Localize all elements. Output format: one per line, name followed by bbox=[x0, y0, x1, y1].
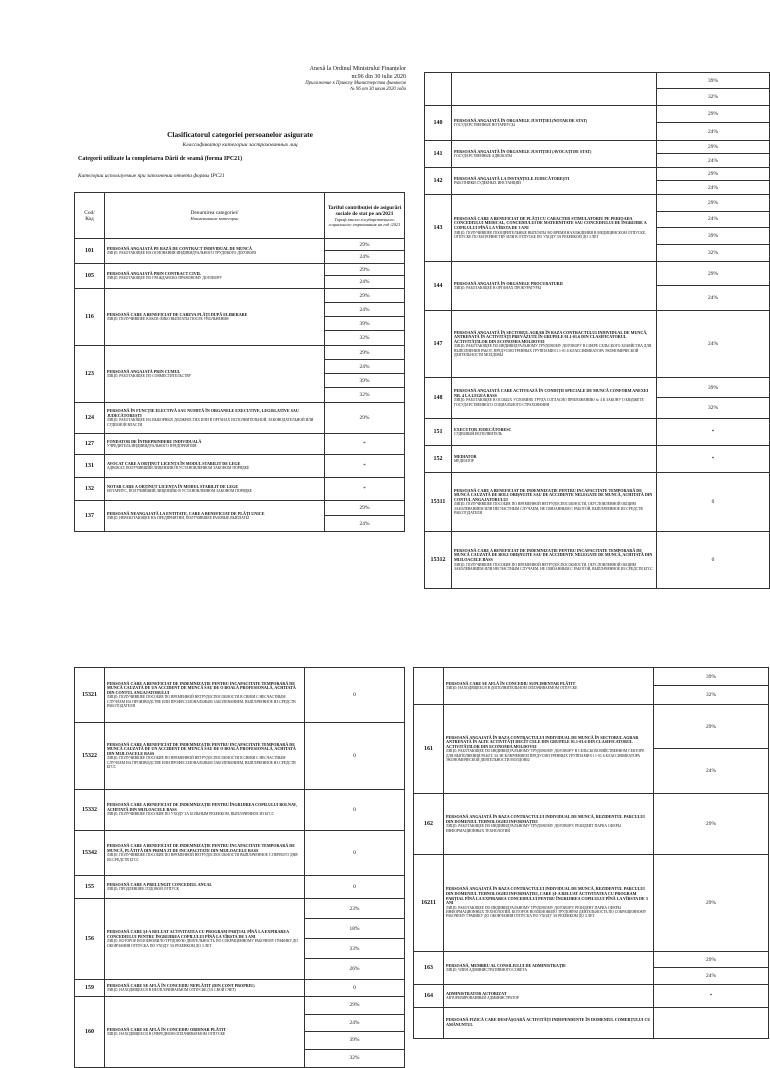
category-name-ru: ЛИЦО, НЕРАБОТАЮЩЕЕ НА ПРЕДПРИЯТИИ, ПОЛУЧИВШЕЕ РАЗОВЫЕ ВЫПЛАТЫ bbox=[107, 516, 249, 521]
rate-cell bbox=[305, 876, 405, 899]
rate-value: 29% bbox=[706, 900, 716, 906]
category-name-ro: PERSOANĂ ÎN FUNCȚIE ELECTIVĂ SAU NUMITĂ ÎN ORGANELE EXECUTIVE, LEGISLATIVE SAU JUDECĂTOREȘTI bbox=[107, 408, 299, 418]
rate-value: 23% bbox=[305, 899, 404, 919]
category-name-ru: ЛИЦО, РАБОТАЮЩЕЕ НА ОСНОВАНИИ ИНДИВИДУАЛЬНОГО ТРУДОВОГО ДОГОВОРА bbox=[107, 251, 257, 256]
category-code: 124 bbox=[75, 403, 105, 434]
category-description bbox=[452, 262, 657, 311]
category-description bbox=[452, 378, 657, 419]
rate-cell bbox=[325, 289, 405, 346]
category-name-ro: NOTAR CARE A OBȚINUT LICENȚA ÎN MODUL STABILIT DE LEGE bbox=[107, 483, 239, 489]
rate-cell bbox=[657, 262, 770, 311]
rate-value: 24% bbox=[708, 341, 718, 347]
rate-value: 29% bbox=[325, 289, 404, 303]
category-name-ro: ADMINISTRATOR AUTORIZAT bbox=[446, 990, 507, 996]
category-description bbox=[105, 264, 325, 289]
rate-cell bbox=[325, 403, 405, 434]
category-name-ro: PERSOANĂ ANGAJATĂ PRIN CONTRACT CIVIL bbox=[107, 270, 202, 276]
table-row bbox=[75, 346, 405, 403]
rate-value: 24% bbox=[706, 973, 716, 979]
rate-value: 0 bbox=[353, 692, 356, 698]
category-code: 161 bbox=[414, 705, 444, 794]
categories-heading: Categorii utilizate la completarea Dării de seamă (forma IPC21) bbox=[78, 156, 243, 162]
category-name-ru: ЛИЦО, ПОЛУЧИВШЕЕ ПООЩРИТЕЛЬНЫЕ ВЫПЛАТЫ ВО ВРЕМЯ НАХОЖДЕНИЯ В МЕДИЦИНСКОМ ОТПУСКЕ, ОТПУСКЕ ПО МАТЕРИНСТВУ ИЛИ В ОТПУСКЕ ПО УХОДУ ЗА РЕБЕНКОМ ДО 3 ЛЕТ bbox=[454, 230, 646, 239]
rate-cell bbox=[325, 478, 405, 501]
rate-value: 24% bbox=[359, 520, 370, 527]
category-code: 148 bbox=[425, 378, 452, 419]
table-row bbox=[425, 168, 770, 195]
category-name-ro: PERSOANĂ ANGAJATĂ ÎN SECTORUL AGRAR ÎN BAZA CONTRACTULUI INDIVIDUAL DE MUNCĂ, ANTRENATĂ ÎN ACTIVITĂȚI PREVĂZUTE ÎN GRUPELE 01.1-01.6 DIN CLASIFICATORUL ACTIVITĂȚILOR DIN ECONOMIA MOLDOVEI bbox=[454, 329, 648, 344]
rate-value: * bbox=[363, 463, 366, 469]
table-row bbox=[75, 668, 405, 723]
rate-value: 39% bbox=[654, 668, 768, 686]
rate-value: 32% bbox=[349, 1055, 360, 1062]
category-name-ro: AVOCAT CARE A OBȚINUT LICENȚA ÎN MODUL STABILIT DE LEGE bbox=[107, 460, 241, 466]
rate-value: 24% bbox=[325, 360, 404, 374]
table-row bbox=[425, 106, 770, 141]
category-code: 140 bbox=[425, 106, 452, 141]
rate-cell bbox=[305, 980, 405, 997]
category-description bbox=[105, 723, 305, 790]
rate-cell bbox=[325, 434, 405, 455]
category-name-ro: PERSOANĂ CARE SE AFLĂ ÎN CONCEDIU NEPLĂTIT (DIN CONT PROPRIU) bbox=[107, 982, 255, 988]
category-name-ro: PERSOANĂ CARE ȘI-A RELUAT ACTIVITATEA CU PROGRAM PARȚIAL PÎNĂ LA EXPIRAREA CONCEDIULUI PENTRU ÎNGRIJIREA COPILULUI PÎNĂ LA VÎRSTA DE 3 ANI bbox=[107, 929, 289, 939]
rate-cell bbox=[325, 455, 405, 478]
category-name-ro: PERSOANĂ NEANGAJATĂ LA ENTITATE, CARE A BENEFICIAT DE PLĂȚI UNICE bbox=[107, 510, 265, 516]
rate-value: 24% bbox=[708, 295, 718, 301]
rate-cell bbox=[325, 264, 405, 289]
table-row bbox=[425, 262, 770, 311]
rate-value: 32% bbox=[706, 692, 716, 698]
table-row bbox=[75, 434, 405, 455]
rate-value: 39% bbox=[325, 374, 404, 388]
category-name-ru: ЛИЦО, КОТОРОЕ ВОЗОБНОВИЛО ТРУДОВУЮ ДЕЯТЕЛЬНОСТЬ ПО СОКРАЩЕННОМУ РАБОЧЕМУ ГРАФИКУ ДО ОКОНЧАНИЯ ОТПУСКА ПО УХОДУ ЗА РЕБЕНКОМ ДО 3 ЛЕТ bbox=[107, 939, 298, 948]
rate-value: 29% bbox=[359, 415, 370, 421]
annex-line: nr.96 din 30 iulie 2020 bbox=[351, 73, 406, 80]
rate-cell bbox=[657, 106, 770, 141]
category-name-ro: MEDIATOR bbox=[454, 453, 477, 459]
table-row bbox=[425, 141, 770, 168]
category-name-ru: ЛИЦО, РАБОТАЮЩЕЕ ПО ИНДИВИДУАЛЬНОМУ ТРУДОВОМУ ДОГОВОРУ В СФЕРЕ СЕЛЬСКОГО ХОЗЯЙСТВА ДЛЯ ВЫПОЛНЕНИЯ РАБОТ, ПРЕДУСМОТРЕННЫХ ГРУППАМИ 01.1-01.6 КЛАССИФИКАТОРА ЭКОНОМИЧЕСКОЙ ДЕЯТЕЛЬНОСТИ МОЛДОВЫ bbox=[454, 344, 652, 358]
category-name-ro: PERSOANĂ CARE A BENEFICIAT DE PLĂȚI CU CARACTER STIMULATORIU PE PERIOADA CONCEDIULUI MEDICAL, CONCEDIULUI DE MATERNITATE SAU CONCEDIULUI DE ÎNGRIJIRE A COPILULUI PÎNĂ LA VÎRSTA DE 3 ANI bbox=[454, 215, 647, 230]
rate-cell bbox=[325, 239, 405, 264]
rate-cell bbox=[654, 952, 769, 985]
category-name-ru: ЛИЦО, РАБОТАЮЩЕЕ ПО ГРАЖДАНСКО-ПРАВОВОМУ ДОГОВОРУ bbox=[107, 276, 222, 281]
rate-value: 39% bbox=[657, 228, 769, 245]
rate-value: * bbox=[711, 456, 715, 462]
category-name-ro: PERSOANĂ CARE A PRELUNGIT CONCEDIUL ANUAL bbox=[107, 881, 213, 887]
rate-cell bbox=[657, 473, 770, 532]
category-name-ro: PERSOANĂ ANGAJATĂ ÎN BAZA CONTRACTULUI INDIVIDUAL DE MUNCĂ ÎN SECTORUL AGRAR ANTRENATĂ ÎN ALTE ACTIVITĂȚI DECÎT CELE DIN GRUPELE 01.1-01.6 DIN CLASIFICATORUL ACTIVITĂȚILOR DIN ECONOMIA MOLDOVEI bbox=[446, 734, 639, 749]
category-code: 15321 bbox=[75, 668, 105, 723]
column-header-name: Denumirea categoriei/ Наименование категории bbox=[105, 193, 325, 239]
rate-cell bbox=[657, 378, 770, 419]
rate-cell bbox=[305, 790, 405, 831]
table-row bbox=[75, 264, 405, 289]
rate-value: 32% bbox=[359, 335, 370, 341]
category-code: 15332 bbox=[75, 790, 105, 831]
rate-value: 32% bbox=[359, 392, 370, 398]
rate-value: 0 bbox=[711, 557, 715, 563]
rate-value: 0 bbox=[711, 499, 715, 505]
category-name-ro: PERSOANĂ FIZICĂ CARE DESFĂȘOARĂ ACTIVITĂȚI INDEPENDENTE ÎN DOMENIUL COMERȚULUI CU AMĂNUNTUL bbox=[446, 1017, 651, 1027]
category-description bbox=[452, 419, 657, 446]
table-row bbox=[425, 73, 770, 106]
rate-value: 24% bbox=[708, 128, 718, 135]
table-row bbox=[414, 855, 769, 952]
table-row bbox=[414, 952, 769, 985]
rate-value: 26% bbox=[349, 966, 360, 972]
category-code: 144 bbox=[425, 262, 452, 311]
rate-value: 24% bbox=[325, 303, 404, 317]
category-description bbox=[444, 794, 654, 855]
category-code bbox=[425, 73, 452, 106]
column-header-rate: Tariful contribuției de asigurări sociale de stat pe an/2021 Тариф взноса государственного социального страхования на год /2021 bbox=[325, 193, 405, 239]
category-code: 160 bbox=[75, 997, 105, 1068]
category-description bbox=[444, 1008, 654, 1039]
rate-cell bbox=[305, 831, 405, 876]
category-name-ru: МЕДИАТОР bbox=[454, 459, 474, 464]
category-name-ru: НОТАРИУС, ПОЛУЧИВШИЙ ЛИЦЕНЗИЮ В УСТАНОВЛЕННОМ ЗАКОНОМ ПОРЯДКЕ bbox=[107, 489, 253, 494]
rate-cell bbox=[305, 899, 405, 980]
rate-value: 0 bbox=[353, 753, 356, 759]
rate-value: 29% bbox=[657, 195, 769, 212]
column-header-code: Cod/ Код bbox=[75, 193, 105, 239]
rate-cell bbox=[657, 195, 770, 262]
table-row bbox=[414, 705, 769, 794]
category-description bbox=[452, 532, 657, 589]
category-description bbox=[452, 73, 657, 106]
category-description bbox=[105, 668, 305, 723]
category-description bbox=[452, 473, 657, 532]
category-name-ru: ЛИЦО, ПОЛУЧИВШЕЕ ПОСОБИЕ ПО ВРЕМЕННОЙ НЕТРУДОСПОСОБНОСТИ, ОБУСЛОВЛЕННОЙ ОБЩИМ ЗАБОЛЕВАНИЕМ ИЛИ НЕСЧАСТНЫМ СЛУЧАЕМ, НЕ СВЯЗАННЫМ С РАБОТОЙ, ВЫПЛАЧЕННОЕ ИЗ СРЕДСТВ РАБОТОДАТЕЛЯ bbox=[454, 502, 643, 516]
category-description bbox=[105, 980, 305, 997]
category-name-ro: PERSOANĂ CARE A BENEFICIAT DE INDEMNIZAȚIE PENTRU INCAPACITATE TEMPORARĂ DE MUNCĂ CAUZATĂ DE BOLI OBIȘNUITE SAU DE ACCIDENTE NELEGATE DE MUNCĂ, ACHITATĂ DIN MIJLOACELE BASS bbox=[454, 547, 653, 562]
rate-value: 29% bbox=[657, 168, 769, 181]
category-name-ru: ЛИЦО, ПОЛУЧИВШЕЕ ПОСОБИЕ ПО УХОДУ ЗА БОЛЬНЫМ РЕБЕНКОМ, ВЫПЛАЧЕННОЕ ИЗ БГСС bbox=[107, 812, 275, 817]
category-code: 142 bbox=[425, 168, 452, 195]
rate-value: 29% bbox=[657, 106, 769, 123]
category-name-ru: УЧРЕДИТЕЛЬ ИНДИВИДУАЛЬНОГО ПРЕДПРИЯТИЯ bbox=[107, 444, 197, 449]
table-row bbox=[414, 668, 769, 705]
category-description bbox=[444, 668, 654, 705]
category-code: 15312 bbox=[425, 532, 452, 589]
category-name-ru: РАБОТНИКИ СУДЕБНЫХ ИНСТАНЦИЙ bbox=[454, 181, 521, 186]
rate-cell bbox=[305, 723, 405, 790]
rate-value: 29% bbox=[654, 952, 768, 968]
rate-value: 24% bbox=[359, 279, 370, 285]
category-code: 159 bbox=[75, 980, 105, 997]
rate-cell bbox=[654, 985, 769, 1008]
category-code: 132 bbox=[75, 478, 105, 501]
rate-value: 24% bbox=[708, 184, 718, 191]
rate-value: 18% bbox=[305, 919, 404, 939]
rate-value: 29% bbox=[325, 264, 404, 276]
rate-value: 0 bbox=[353, 884, 356, 890]
table-row bbox=[425, 473, 770, 532]
document-page-1 bbox=[60, 58, 420, 527]
rate-cell bbox=[325, 346, 405, 403]
category-name-ru: ЛИЦО, РАБОТАЮЩЕЕ В ОРГАНАХ ПРОКУРАТУРЫ bbox=[454, 286, 541, 291]
table-row bbox=[75, 980, 405, 997]
category-code bbox=[414, 668, 444, 705]
table-row bbox=[75, 899, 405, 980]
category-description bbox=[105, 501, 325, 532]
category-description bbox=[452, 195, 657, 262]
category-name-ru: ЛИЦО, ПОЛУЧИВШЕЕ ПОСОБИЕ ПО ВРЕМЕННОЙ НЕТРУДОСПОСОБНОСТИ, ОБУСЛОВЛЕННОЙ ОБЩИМ ЗАБОЛЕВАНИЕМ ИЛИ НЕСЧАСТНЫМ СЛУЧАЕМ, НЕ СВЯЗАННЫМ С РАБОТОЙ, ВЫПЛАЧЕННОЕ ИЗ СРЕДСТВ БГСС bbox=[454, 562, 653, 571]
rate-value: 29% bbox=[657, 141, 769, 154]
document-page-2 bbox=[424, 72, 769, 571]
category-code: 137 bbox=[75, 501, 105, 532]
category-name-ru: ЛИЦО, ПОЛУЧИВШЕЕ ПОСОБИЕ ПО ВРЕМЕННОЙ НЕТРУДОСПОСОБНОСТИ В СВЯЗИ С НЕСЧАСТНЫМ СЛУЧАЕМ НА ПРОИЗВОДСТВЕ ИЛИ ПРОФЕССИОНАЛЬНЫМ ЗАБОЛЕВАНИЕМ, ВЫПЛАЧЕННОЕ ИЗ СРЕДСТВ РАБОТОДАТЕЛЯ bbox=[107, 695, 296, 709]
category-name-ro: PERSOANĂ CARE A BENEFICIAT DE CAREVA PLĂȚI DUPĂ ELIBERARE bbox=[107, 311, 248, 317]
annex-line-ru: № 96 от 30 июля 2020 года bbox=[350, 87, 406, 92]
category-name-ru: ЛИЦО, ПОЛУЧИВШЕЕ ПОСОБИЕ ПО ВРЕМЕННОЙ НЕТРУДОСПОСОБНОСТИ В СВЯЗИ С НЕСЧАСТНЫМ СЛУЧАЕМ НА ПРОИЗВОДСТВЕ ИЛИ ПРОФЕССИОНАЛЬНЫМ ЗАБОЛЕВАНИЕМ, ВЫПЛАЧЕННОЕ ИЗ СРЕДСТВ БГСС bbox=[107, 756, 296, 770]
rate-value: 39% bbox=[657, 73, 769, 89]
category-code: 143 bbox=[425, 195, 452, 262]
category-description bbox=[444, 855, 654, 952]
rate-cell bbox=[654, 855, 769, 952]
category-name-ro: PERSOANĂ ANGAJATĂ ÎN ORGANELE JUSTIȚIEI (NOTAR DE STAT) bbox=[454, 117, 588, 123]
rate-cell bbox=[657, 73, 770, 106]
category-name-ro: PERSOANĂ CARE A BENEFICIAT DE INDEMNIZAȚIE PENTRU ÎNGRIJIREA COPILULUI BOLNAV, ACHITATĂ DIN MIJLOACELE BASS bbox=[107, 802, 297, 812]
table-row bbox=[75, 790, 405, 831]
category-name-ro: PERSOANĂ, MEMBRU AL CONSILIULUI DE ADMINISTRAȚIE bbox=[446, 962, 566, 968]
document-title: Clasificatorul categoriei persoanelor asigurate bbox=[167, 130, 313, 139]
rate-value: 32% bbox=[708, 94, 718, 100]
rate-cell bbox=[325, 501, 405, 532]
document-subtitle: Классификатор категории застрахованных лиц bbox=[182, 142, 298, 148]
category-table bbox=[74, 667, 405, 1068]
table-row bbox=[75, 501, 405, 532]
category-name-ro: PERSOANĂ ANGAJATĂ ÎN BAZA CONTRACTULUI INDIVIDUAL DE MUNCĂ, REZIDENTUL PARCULUI DIN DOMENIUL TEHNOLOGIEI INFORMAȚIEI, CARE ȘI-A RELUAT ACTIVITATEA CU PROGRAM PARȚIAL PÎNĂ LA EXPIRAREA CONCEDIULUI PENTRU ÎNGRIJIREA COPILULUI PÎNĂ LA VÎRSTA DE 3 ANI bbox=[446, 886, 648, 906]
rate-cell bbox=[657, 532, 770, 589]
document-page-4 bbox=[413, 667, 768, 1027]
category-code: 156 bbox=[75, 899, 105, 980]
rate-cell bbox=[657, 419, 770, 446]
table-row bbox=[425, 311, 770, 378]
rate-value: 24% bbox=[706, 768, 716, 774]
category-description bbox=[452, 168, 657, 195]
category-name-ro: PERSOANĂ CARE A BENEFICIAT DE INDEMNIZAȚIE PENTRU INCAPACITATE TEMPORARĂ DE MUNCĂ CAUZATĂ DE UN ACCIDENT DE MUNCĂ SAU DE O BOALĂ PROFESIONALĂ, ACHITATĂ DIN CONTUL ANGAJATORULUI bbox=[107, 680, 296, 695]
category-description bbox=[105, 831, 305, 876]
category-name-ru: АДВОКАТ, ПОЛУЧИВШИЙ ЛИЦЕНЗИЮ В УСТАНОВЛЕННОМ ЗАКОНОМ ПОРЯДКЕ bbox=[107, 466, 250, 471]
category-name-ru: СУДЕБНЫЙ ИСПОЛНИТЕЛЬ bbox=[454, 432, 503, 437]
category-description bbox=[105, 403, 325, 434]
category-description bbox=[105, 455, 325, 478]
table-row bbox=[75, 289, 405, 346]
category-name-ru: ЛИЦО, РАБОТАЮЩЕЕ ПО ИНДИВИДУАЛЬНОМУ ТРУДОВОМУ ДОГОВОРУ В СЕЛЬСКОХОЗЯЙСТВЕННОМ СЕКТОРЕ ДЛЯ ВЫПОЛНЕНИЯ РАБОТ, ЗА ИСКЛЮЧЕНИЕМ ПРЕДУСМОТРЕННЫХ ГРУППАМИ 01.1-01.6 КЛАССИФИКАТОРА ЭКОНОМИЧЕСКОЙ ДЕЯТЕЛЬНОСТИ МОЛДОВЫ bbox=[446, 749, 645, 763]
category-name-ru: ЛИЦО, РАБОТАЮЩЕЕ ПО ИНДИВИДУАЛЬНОМУ ТРУДОВОМУ ДОГОВОРУ, РЕЗИДЕНТ ПАРКА СФЕРЫ ИНФОРМАЦИОННЫХ ТЕХНОЛОГИЙ bbox=[446, 824, 621, 833]
category-name-ru: ЛИЦО, РАБОТАЮЩЕЕ В ОСОБЫХ УСЛОВИЯХ ТРУДА СОГЛАСНО ПРИЛОЖЕНИЮ № 4 К ЗАКОНУ О БЮДЖЕТЕ ГОСУДАРСТВЕННОГО СОЦИАЛЬНОГО СТРАХОВАНИЯ bbox=[454, 398, 644, 407]
category-code: 105 bbox=[75, 264, 105, 289]
table-row bbox=[425, 419, 770, 446]
rate-cell bbox=[305, 997, 405, 1068]
table-row bbox=[414, 794, 769, 855]
rate-value: 29% bbox=[325, 501, 404, 516]
table-row bbox=[75, 723, 405, 790]
table-row bbox=[75, 239, 405, 264]
category-name-ro: PERSOANĂ CARE SE AFLĂ ÎN CONCEDIU SUPLIMENTAR PLĂTIT bbox=[446, 680, 576, 686]
annex-line: Anexă la Ordinul Ministrului Finanțelor bbox=[309, 66, 406, 72]
rate-value bbox=[654, 1008, 768, 1038]
category-description bbox=[105, 289, 325, 346]
category-name-ru: ГОСУДАРСТВЕННЫЕ НОТАРИУСЫ bbox=[454, 123, 515, 128]
category-name-ru: ГОСУДАРСТВЕННЫЕ АДВОКАТЫ bbox=[454, 154, 513, 159]
category-code: 15322 bbox=[75, 723, 105, 790]
rate-value: 0 bbox=[353, 985, 356, 991]
category-code: 164 bbox=[414, 985, 444, 1008]
rate-value: 29% bbox=[657, 262, 769, 286]
rate-value: 29% bbox=[654, 705, 768, 749]
category-code: 101 bbox=[75, 239, 105, 264]
category-name-ro: PERSOANĂ ANGAJATĂ PRIN CUMUL bbox=[107, 368, 181, 374]
category-code: 127 bbox=[75, 434, 105, 455]
category-description bbox=[444, 705, 654, 794]
category-name-ro: PERSOANĂ ANGAJATĂ LA INSTANȚELE JUDECĂTOREȘTI bbox=[454, 175, 570, 181]
category-name-ro: PERSOANĂ ANGAJATĂ ÎN ORGANELE PROCURATURII bbox=[454, 280, 563, 286]
rate-cell bbox=[305, 668, 405, 723]
category-name-ro: PERSOANĂ CARE A BENEFICIAT DE INDEMNIZAȚIE PENTRU INCAPACITATE TEMPORARĂ DE MUNCĂ, PLĂTITĂ DIN PRIMA ZI DE INCAPACITATE DIN MIJLOACELE BASS bbox=[107, 843, 295, 853]
category-code: 152 bbox=[425, 446, 452, 473]
table-row bbox=[75, 997, 405, 1068]
category-name-ro: PERSOANĂ ANGAJATĂ ÎN BAZA CONTRACTULUI INDIVIDUAL DE MUNCĂ, REZIDENTUL PARCULUI DIN DOMENIUL TEHNOLOGIEI INFORMAȚIEI bbox=[446, 814, 645, 824]
table-row bbox=[414, 1008, 769, 1039]
category-name-ru: ЛИЦО, НАХОДЯЩЕЕСЯ В НЕОПЛАЧИВАЕМОМ ОТПУСКЕ (ЗА СВОЙ СЧЕТ) bbox=[107, 988, 236, 993]
table-row bbox=[425, 378, 770, 419]
rate-value: 24% bbox=[708, 157, 718, 164]
category-table bbox=[74, 192, 405, 532]
category-table bbox=[413, 667, 769, 1039]
rate-value: 29% bbox=[706, 821, 716, 827]
category-code: 123 bbox=[75, 346, 105, 403]
table-row bbox=[75, 876, 405, 899]
category-name-ro: FONDATOR DE ÎNTREPRINDERE INDIVIDUALĂ bbox=[107, 438, 202, 444]
rate-value: * bbox=[711, 429, 715, 435]
category-name-ru: ЛИЦО, ЧЛЕН АДМИНИСТРАТИВНОГО СОВЕТА bbox=[446, 968, 527, 973]
table-header-row bbox=[75, 193, 405, 239]
category-name-ro: PERSOANĂ CARE SE AFLĂ ÎN CONCEDIU ORDINAR PLĂTIT bbox=[107, 1026, 226, 1032]
category-name-ru: ЛИЦО, НАХОДЯЩЕЕСЯ В ОЧЕРЕДНОМ ОПЛАЧИВАЕМОМ ОТПУСКЕ bbox=[107, 1032, 226, 1037]
rate-value: 29% bbox=[325, 239, 404, 251]
rate-cell bbox=[657, 446, 770, 473]
table-row bbox=[75, 831, 405, 876]
category-code: 15311 bbox=[425, 473, 452, 532]
category-code: 116 bbox=[75, 289, 105, 346]
table-row bbox=[414, 985, 769, 1008]
rate-value: 0 bbox=[353, 850, 356, 856]
category-description bbox=[105, 434, 325, 455]
table-row bbox=[75, 478, 405, 501]
category-name-ru: ЛИЦО, РАБОТАЮЩЕЕ ПО СОВМЕСТИТЕЛЬСТВУ bbox=[107, 374, 192, 379]
rate-value: * bbox=[363, 486, 366, 492]
category-description bbox=[105, 790, 305, 831]
category-code: 155 bbox=[75, 876, 105, 899]
category-description bbox=[105, 346, 325, 403]
rate-cell bbox=[654, 1008, 769, 1039]
category-code: 15342 bbox=[75, 831, 105, 876]
category-code: 131 bbox=[75, 455, 105, 478]
category-name-ro: PERSOANĂ ANGAJATĂ ÎN ORGANELE JUSTIȚIEI (AVOCAȚI DE STAT) bbox=[454, 148, 592, 154]
rate-value: * bbox=[363, 441, 366, 447]
category-description bbox=[105, 997, 305, 1068]
rate-cell bbox=[657, 168, 770, 195]
rate-value: 32% bbox=[708, 249, 718, 256]
annex-line-ru: Приложение к Приказу Министерства финансов bbox=[305, 81, 406, 86]
category-description bbox=[444, 985, 654, 1008]
rate-value: 29% bbox=[305, 997, 404, 1015]
category-name-ru: ЛИЦО, ПОЛУЧИВШЕЕ ПОСОБИЕ ПО ВРЕМЕННОЙ НЕТРУДОСПОСОБНОСТИ ВЫПЛАЧЕННОЕ С ПЕРВОГО ДНЯ ИЗ СРЕДСТВ БГСС bbox=[107, 853, 298, 862]
rate-cell bbox=[654, 794, 769, 855]
category-description bbox=[105, 478, 325, 501]
category-description bbox=[105, 899, 305, 980]
category-name-ro: PERSOANĂ CARE A BENEFICIAT DE INDEMNIZAȚIE PENTRU INCAPACITATE TEMPORARĂ DE MUNCĂ CAUZATĂ DE UN ACCIDENT DE MUNCĂ SAU DE O BOALĂ PROFESIONALĂ, ACHITATĂ DIN MIJLOACELE BASS bbox=[107, 741, 296, 756]
category-table bbox=[424, 72, 770, 589]
category-code: 147 bbox=[425, 311, 452, 378]
table-row bbox=[75, 455, 405, 478]
category-description bbox=[452, 106, 657, 141]
table-row bbox=[425, 446, 770, 473]
rate-value: 32% bbox=[708, 405, 718, 411]
category-name-ro: PERSOANĂ ANGAJATĂ PE BAZĂ DE CONTRACT INDIVIDUAL DE MUNCĂ bbox=[107, 245, 252, 251]
category-name-ru: АВТОРИЗИРОВАННЫЙ АДМИНИСТРАТОР bbox=[446, 996, 519, 1001]
category-code: 141 bbox=[425, 141, 452, 168]
rate-value: 29% bbox=[325, 346, 404, 360]
rate-cell bbox=[654, 705, 769, 794]
rate-value: 24% bbox=[657, 212, 769, 229]
category-code: 162 bbox=[414, 794, 444, 855]
table-row bbox=[75, 403, 405, 434]
rate-value: 24% bbox=[359, 254, 370, 260]
category-name-ro: EXECUTOR JUDECĂTORESC bbox=[454, 426, 512, 432]
category-name-ru: ЛИЦО, ПОЛУЧИВШЕЕ КАКОЕ-ЛИБО ВЫПЛАТЫ ПОСЛЕ УВОЛЬНЕНИЯ bbox=[107, 317, 229, 322]
rate-value: 39% bbox=[305, 1032, 404, 1050]
category-name-ru: ЛИЦО, ПРОДЛЕВШЕЕ ГОДОВОЙ ОТПУСК bbox=[107, 887, 179, 892]
rate-value: * bbox=[709, 993, 713, 999]
rate-cell bbox=[657, 141, 770, 168]
category-code: 16211 bbox=[414, 855, 444, 952]
document-page-3 bbox=[60, 657, 408, 1062]
rate-value: 24% bbox=[305, 1015, 404, 1033]
rate-cell bbox=[654, 668, 769, 705]
category-description bbox=[105, 876, 305, 899]
category-description bbox=[452, 311, 657, 378]
category-description bbox=[105, 239, 325, 264]
category-name-ru: ЛИЦО, РАБОТАЮЩЕЕ НА ВЫБОРНЫХ ДОЛЖНОСТЯХ ИЛИ В ОРГАНАХ ИСПОЛНИТЕЛЬНОЙ, ЗАКОНОДАТЕЛЬНОЙ ИЛИ СУДЕБНОЙ ВЛАСТИ bbox=[107, 418, 314, 427]
category-code: 163 bbox=[414, 952, 444, 985]
table-row bbox=[425, 195, 770, 262]
category-description bbox=[452, 446, 657, 473]
annex-header bbox=[186, 66, 406, 93]
category-description bbox=[444, 952, 654, 985]
table-row bbox=[425, 532, 770, 589]
category-code: 151 bbox=[425, 419, 452, 446]
rate-value: 33% bbox=[305, 939, 404, 959]
category-name-ro: PERSOANĂ CARE A BENEFICIAT DE INDEMNIZAȚIE PENTRU INCAPACITATE TEMPORARĂ DE MUNCĂ CAUZATĂ DE BOLI OBIȘNUITE SAU DE ACCIDENTE NELEGATE DE MUNCĂ, ACHITATĂ DIN CONTUL ANGAJATORULUI bbox=[454, 487, 653, 502]
category-code bbox=[414, 1008, 444, 1039]
category-name-ru: ЛИЦО, РАБОТАЮЩЕЕ ПО ИНДИВИДУАЛЬНОМУ ТРУДОВОМУ ДОГОВОРУ, РЕЗИДЕНТ ПАРКА СФЕРЫ ИНФОРМАЦИОННЫХ ТЕХНОЛОГИЙ, КОТОРОЕ ВОЗОБНОВИЛО ТРУДОВУЮ ДЕЯТЕЛЬНОСТЬ ПО СОКРАЩЕННОМУ РАБОЧЕМУ ГРАФИКУ ДО ОКОНЧАНИЯ ОТПУСКА ПО УХОДУ ЗА РЕБЕНКОМ ДО 3 ЛЕТ bbox=[446, 905, 647, 919]
categories-heading-ru: Категории используемые при заполнении отчета формы IPC21 bbox=[78, 173, 225, 179]
category-description bbox=[452, 141, 657, 168]
rate-value: 39% bbox=[325, 317, 404, 331]
rate-value: 39% bbox=[657, 378, 769, 398]
rate-cell bbox=[657, 311, 770, 378]
category-name-ro: PERSOANĂ ANGAJATĂ CARE ACTIVEAZĂ ÎN CONDIȚII SPECIALE DE MUNCĂ CONFORM ANEXEI NR. 4 LA LEGEA BASS bbox=[454, 388, 649, 398]
category-name-ru: ЛИЦО, НАХОДЯЩЕЕСЯ В ДОПОЛНИТЕЛЬНОМ ОПЛАЧИВАЕМОМ ОТПУСКЕ bbox=[446, 686, 578, 691]
rate-value: 0 bbox=[353, 807, 356, 813]
